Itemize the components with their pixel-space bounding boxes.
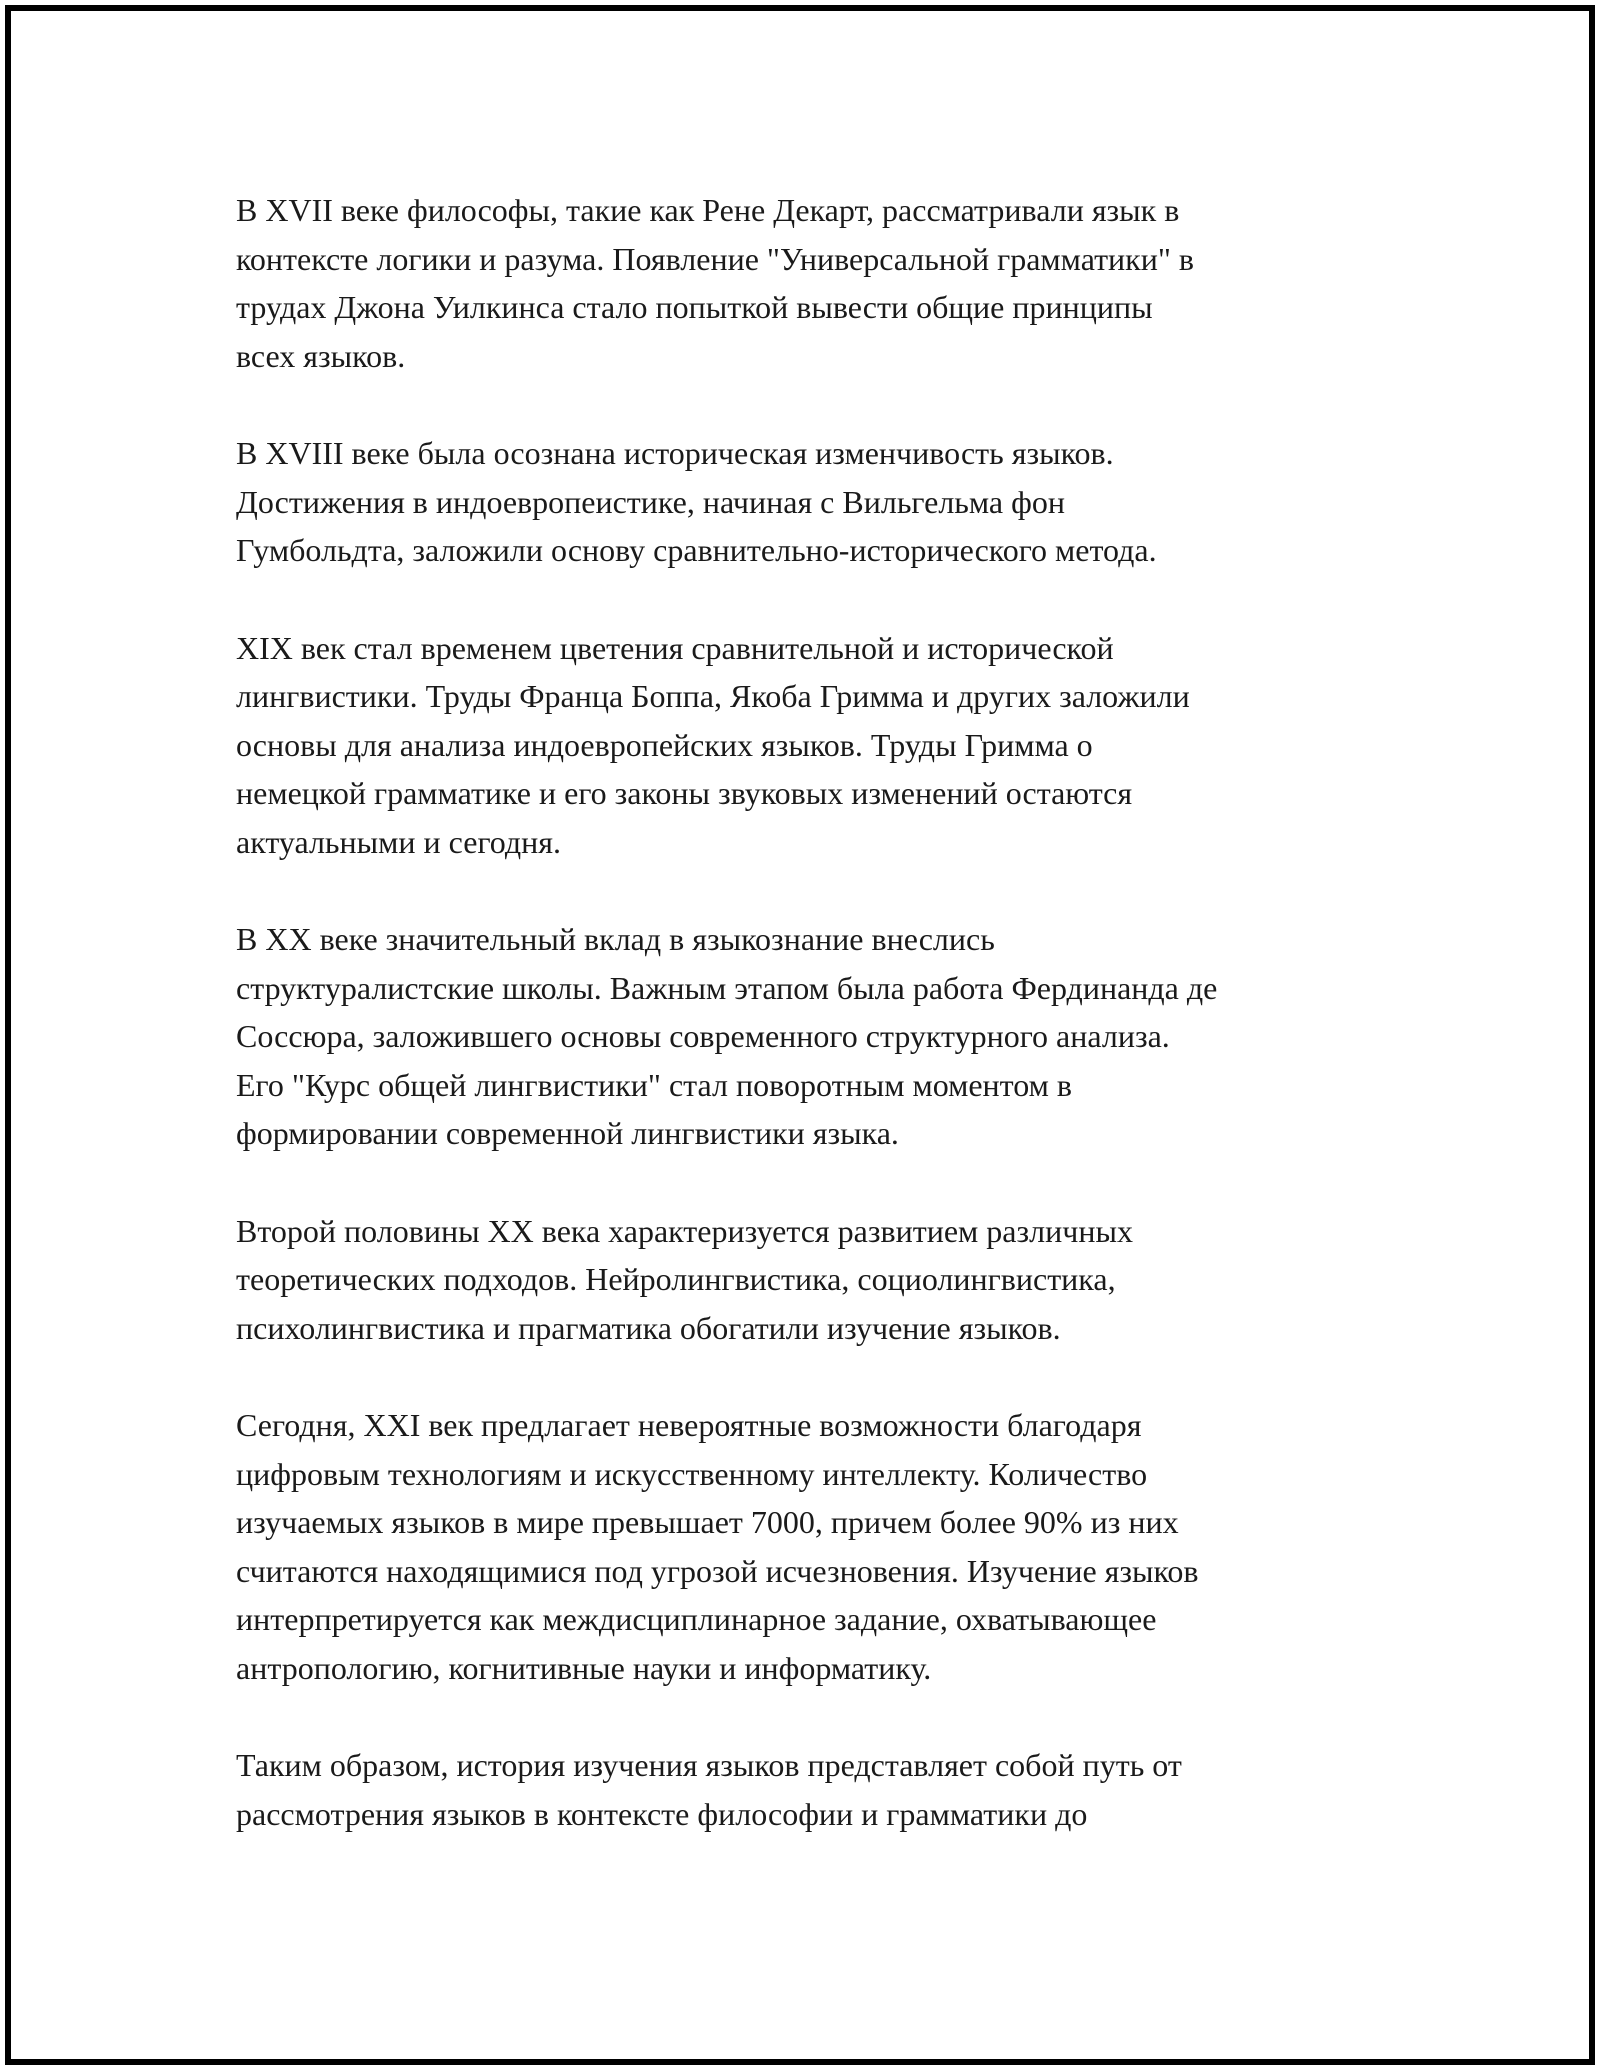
document-body — [236, 186, 1396, 1887]
paragraph-18th-century: В XVIII веке была осознана историческая изменчивость языков. Достижения в индоевропеистике, начиная с Вильгельма фон Гумбольдта, заложили основу сравнительно-исторического метода. — [236, 435, 1157, 568]
paragraph-20th-century: В XX веке значительный вклад в языкознание внеслись структуралистские школы. Важным этапом была работа Фердинанда де Соссюра, заложившего основы современного структурного анализа. Его "Курс общей лингвистики" стал поворотным моментом в формировании современной лингвистики языка. — [236, 921, 1218, 1151]
paragraph-conclusion: Таким образом, история изучения языков представляет собой путь от рассмотрения языков в контексте философии и грамматики до — [236, 1747, 1182, 1832]
paragraph-19th-century: XIX век стал временем цветения сравнительной и исторической лингвистики. Труды Франца Боппа, Якоба Гримма и других заложили основы для анализа индоевропейских языков. Труды Гримма о немецкой грамматике и его законы звуковых изменений остаются актуальными и сегодня. — [236, 629, 1190, 860]
paragraph-21st-century: Сегодня, XXI век предлагает невероятные возможности благодаря цифровым технологиям и искусственному интеллекту. Количество изучаемых языков в мире превышает 7000, причем более 90% из них считаются находящимися под угрозой исчезновения. Изучение языков интерпретируется как междисциплинарное задание, охватывающее антропологию, когнитивные науки и информатику. — [236, 1407, 1199, 1686]
paragraph-late-20th-century: Второй половины XX века характеризуется развитием различных теоретических подходов. Нейролингвистика, социолингвистика, психолингвистика и прагматика обогатили изучение языков. — [236, 1212, 1133, 1346]
paragraph-17th-century: В XVII веке философы, такие как Рене Декарт, рассматривали язык в контексте логики и разума. Появление "Универсальной грамматики" в трудах Джона Уилкинса стало попыткой вывести общие принципы всех языков. — [236, 192, 1195, 374]
